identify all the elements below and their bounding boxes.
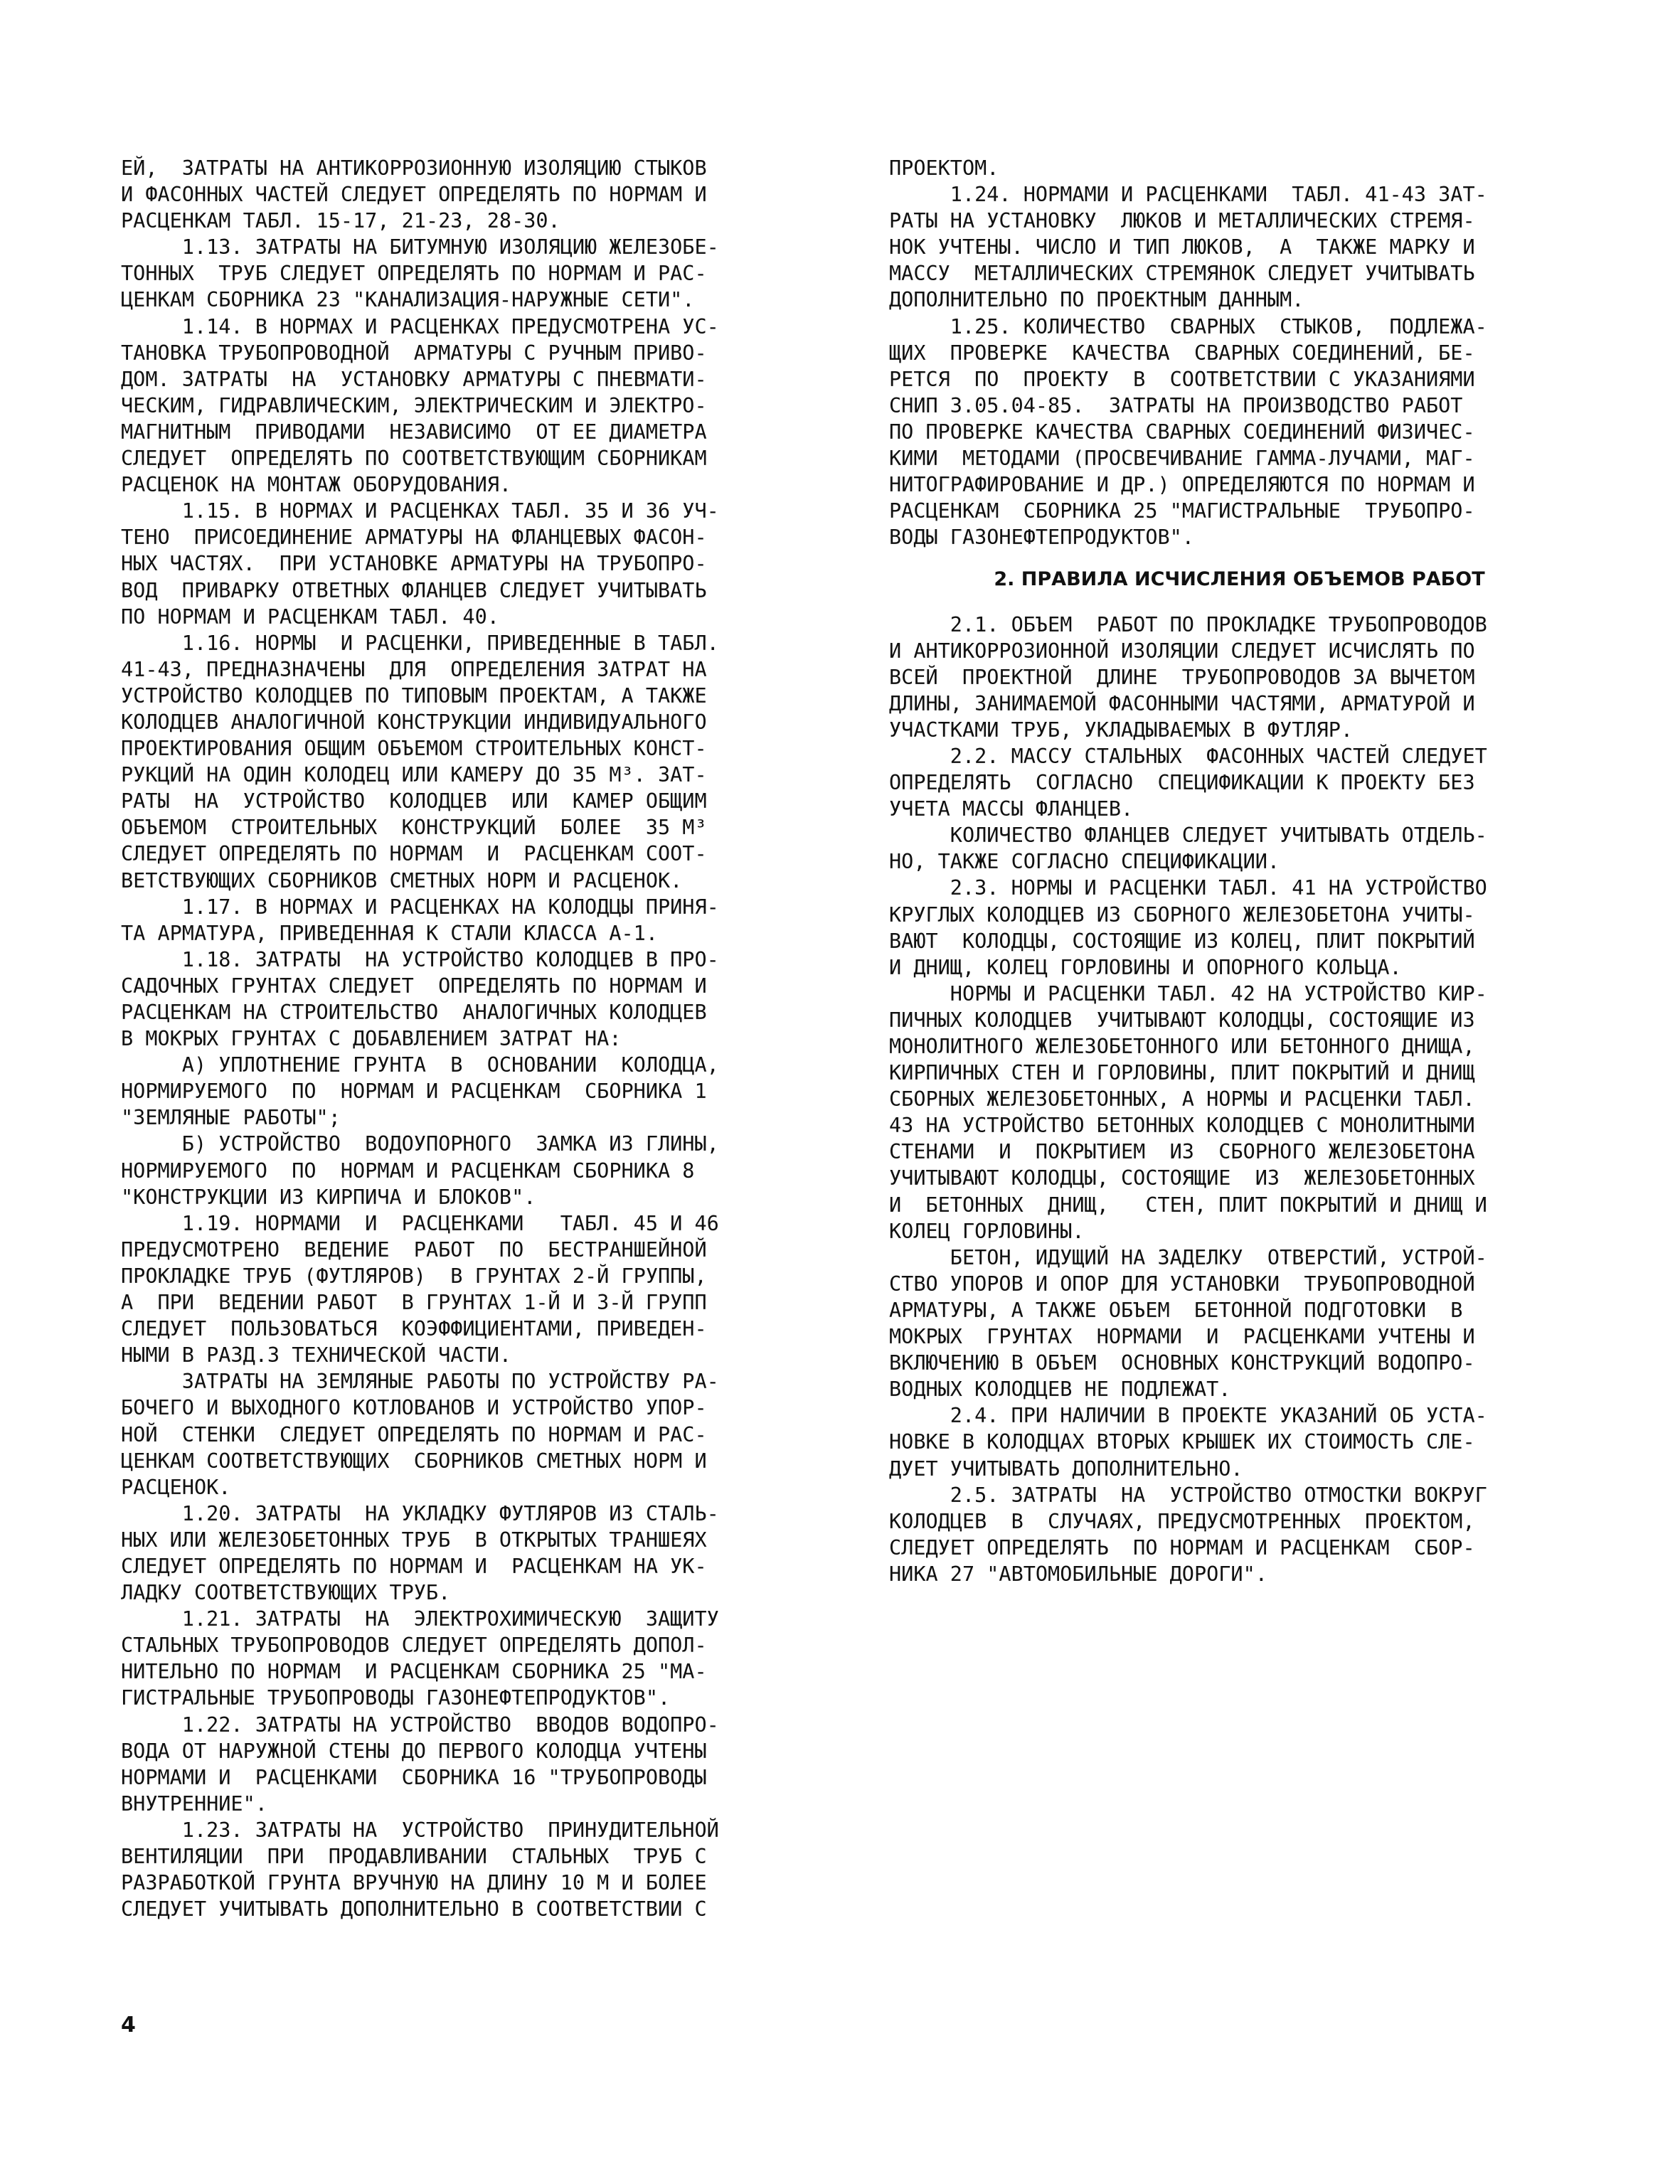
text-line: 1.25. КОЛИЧЕСТВО СВАРНЫХ СТЫКОВ, ПОДЛЕЖА- [889,314,1487,339]
right-column [889,155,1590,1587]
text-line: РАТЫ НА УСТРОЙСТВО КОЛОДЦЕВ ИЛИ КАМЕР ОБЩИМ [121,789,707,814]
text-line: КОЛОДЦЕВ В СЛУЧАЯХ, ПРЕДУСМОТРЕННЫХ ПРОЕКТОМ, [889,1509,1475,1533]
text-line: ПИЧНЫХ КОЛОДЦЕВ УЧИТЫВАЮТ КОЛОДЦЫ, СОСТОЯЩИЕ ИЗ [889,1008,1475,1032]
text-line: УЧЕТА МАССЫ ФЛАНЦЕВ. [889,797,1134,821]
text-line: ЩИХ ПРОВЕРКЕ КАЧЕСТВА СВАРНЫХ СОЕДИНЕНИЙ, БЕ- [889,341,1475,365]
text-line: ВЕТСТВУЮЩИХ СБОРНИКОВ СМЕТНЫХ НОРМ И РАСЦЕНОК. [121,868,683,893]
text-line: 1.17. В НОРМАХ И РАСЦЕНКАХ НА КОЛОДЦЫ ПРИНЯ- [121,895,719,919]
text-line: 1.20. ЗАТРАТЫ НА УКЛАДКУ ФУТЛЯРОВ ИЗ СТАЛЬ- [121,1501,719,1525]
text-line: НО, ТАКЖЕ СОГЛАСНО СПЕЦИФИКАЦИИ. [889,850,1280,874]
text-line: СЛЕДУЕТ ПОЛЬЗОВАТЬСЯ КОЭФФИЦИЕНТАМИ, ПРИВЕДЕН- [121,1317,707,1341]
text-line: УЧАСТКАМИ ТРУБ, УКЛАДЫВАЕМЫХ В ФУТЛЯР. [889,718,1354,742]
text-line: ЧЕСКИМ, ГИДРАВЛИЧЕСКИМ, ЭЛЕКТРИЧЕСКИМ И ЭЛЕКТРО- [121,393,707,417]
text-line: НОРМИРУЕМОГО ПО НОРМАМ И РАСЦЕНКАМ СБОРНИКА 8 [121,1158,695,1183]
right-column-top-text [889,155,1590,550]
text-line: СЛЕДУЕТ ОПРЕДЕЛЯТЬ ПО НОРМАМ И РАСЦЕНКАМ СБОР- [889,1535,1475,1560]
text-line: НОВКЕ В КОЛОДЦАХ ВТОРЫХ КРЫШЕК ИХ СТОИМОСТЬ СЛЕ- [889,1430,1475,1454]
text-line: КОЛЕЦ ГОРЛОВИНЫ. [889,1219,1085,1243]
text-line: ВСЕЙ ПРОЕКТНОЙ ДЛИНЕ ТРУБОПРОВОДОВ ЗА ВЫЧЕТОМ [889,665,1475,689]
text-line: НЫМИ В РАЗД.3 ТЕХНИЧЕСКОЙ ЧАСТИ. [121,1343,512,1368]
text-line: ВОД ПРИВАРКУ ОТВЕТНЫХ ФЛАНЦЕВ СЛЕДУЕТ УЧИТЫВАТЬ [121,578,707,602]
text-line: ЛАДКУ СООТВЕТСТВУЮЩИХ ТРУБ. [121,1581,451,1605]
text-line: 2.2. МАССУ СТАЛЬНЫХ ФАСОННЫХ ЧАСТЕЙ СЛЕДУЕТ [889,744,1487,768]
text-line: НОК УЧТЕНЫ. ЧИСЛО И ТИП ЛЮКОВ, А ТАКЖЕ МАРКУ И [889,235,1475,260]
text-line: ТЕНО ПРИСОЕДИНЕНИЕ АРМАТУРЫ НА ФЛАНЦЕВЫХ ФАСОН- [121,526,707,550]
text-line: НЫХ ИЛИ ЖЕЛЕЗОБЕТОННЫХ ТРУБ В ОТКРЫТЫХ ТРАНШЕЯХ [121,1528,707,1552]
text-line: РЕТСЯ ПО ПРОЕКТУ В СООТВЕТСТВИИ С УКАЗАНИЯМИ [889,367,1475,391]
text-line: 1.23. ЗАТРАТЫ НА УСТРОЙСТВО ПРИНУДИТЕЛЬНОЙ [121,1818,719,1842]
text-line: ВНУТРЕННИЕ". [121,1791,267,1816]
text-line: РАСЦЕНОК НА МОНТАЖ ОБОРУДОВАНИЯ. [121,473,512,497]
text-line: 41-43, ПРЕДНАЗНАЧЕНЫ ДЛЯ ОПРЕДЕЛЕНИЯ ЗАТРАТ НА [121,657,707,681]
text-line: ЦЕНКАМ СБОРНИКА 23 "КАНАЛИЗАЦИЯ-НАРУЖНЫЕ СЕТИ". [121,288,695,312]
text-line: ВОДА ОТ НАРУЖНОЙ СТЕНЫ ДО ПЕРВОГО КОЛОДЦА УЧТЕНЫ [121,1739,707,1763]
text-line: 2.1. ОБЪЕМ РАБОТ ПО ПРОКЛАДКЕ ТРУБОПРОВОДОВ [889,612,1487,636]
text-line: ВКЛЮЧЕНИЮ В ОБЪЕМ ОСНОВНЫХ КОНСТРУКЦИЙ ВОДОПРО- [889,1351,1475,1375]
text-line: СЛЕДУЕТ ОПРЕДЕЛЯТЬ ПО НОРМАМ И РАСЦЕНКАМ НА УК- [121,1554,707,1578]
text-line: КИМИ МЕТОДАМИ (ПРОСВЕЧИВАНИЕ ГАММА-ЛУЧАМИ, МАГ- [889,447,1475,471]
text-line: РАЗРАБОТКОЙ ГРУНТА ВРУЧНУЮ НА ДЛИНУ 10 М И БОЛЕЕ [121,1871,707,1895]
text-line: ОПРЕДЕЛЯТЬ СОГЛАСНО СПЕЦИФИКАЦИИ К ПРОЕКТУ БЕЗ [889,771,1475,795]
text-line: ДЛИНЫ, ЗАНИМАЕМОЙ ФАСОННЫМИ ЧАСТЯМИ, АРМАТУРОЙ И [889,691,1475,715]
text-line: СНИП 3.05.04-85. ЗАТРАТЫ НА ПРОИЗВОДСТВО РАБОТ [889,393,1463,417]
text-line: 1.22. ЗАТРАТЫ НА УСТРОЙСТВО ВВОДОВ ВОДОПРО- [121,1712,719,1737]
text-line: МОКРЫХ ГРУНТАХ НОРМАМИ И РАСЦЕНКАМИ УЧТЕНЫ И [889,1325,1475,1349]
text-line: НОРМИРУЕМОГО ПО НОРМАМ И РАСЦЕНКАМ СБОРНИКА 1 [121,1080,707,1104]
text-line: УЧИТЫВАЮТ КОЛОДЦЫ, СОСТОЯЩИЕ ИЗ ЖЕЛЕЗОБЕТОННЫХ [889,1166,1475,1190]
text-line: ЕЙ, ЗАТРАТЫ НА АНТИКОРРОЗИОННУЮ ИЗОЛЯЦИЮ СТЫКОВ [121,156,707,180]
text-line: 1.13. ЗАТРАТЫ НА БИТУМНУЮ ИЗОЛЯЦИЮ ЖЕЛЕЗОБЕ- [121,235,719,260]
text-line: 2.3. НОРМЫ И РАСЦЕНКИ ТАБЛ. 41 НА УСТРОЙСТВО [889,876,1487,900]
text-line: СТЕНАМИ И ПОКРЫТИЕМ ИЗ СБОРНОГО ЖЕЛЕЗОБЕТОНА [889,1140,1475,1164]
text-line: А ПРИ ВЕДЕНИИ РАБОТ В ГРУНТАХ 1-Й И 3-Й ГРУПП [121,1291,707,1315]
text-line: ВОДНЫХ КОЛОДЦЕВ НЕ ПОДЛЕЖАТ. [889,1378,1231,1402]
text-line: 1.16. НОРМЫ И РАСЦЕНКИ, ПРИВЕДЕННЫЕ В ТАБЛ. [121,631,719,655]
text-line: 2.4. ПРИ НАЛИЧИИ В ПРОЕКТЕ УКАЗАНИЙ ОБ УСТА- [889,1404,1487,1428]
text-line: ДОМ. ЗАТРАТЫ НА УСТАНОВКУ АРМАТУРЫ С ПНЕВМАТИ- [121,367,707,391]
text-line: СБОРНЫХ ЖЕЛЕЗОБЕТОННЫХ, А НОРМЫ И РАСЦЕНКИ ТАБЛ. [889,1087,1475,1112]
text-line: ТОННЫХ ТРУБ СЛЕДУЕТ ОПРЕДЕЛЯТЬ ПО НОРМАМ И РАС- [121,262,707,286]
text-line: САДОЧНЫХ ГРУНТАХ СЛЕДУЕТ ОПРЕДЕЛЯТЬ ПО НОРМАМ И [121,974,707,998]
text-line: 1.19. НОРМАМИ И РАСЦЕНКАМИ ТАБЛ. 45 И 46 [121,1211,719,1235]
text-line: ТА АРМАТУРА, ПРИВЕДЕННАЯ К СТАЛИ КЛАССА А-1. [121,921,658,945]
text-line: ДУЕТ УЧИТЫВАТЬ ДОПОЛНИТЕЛЬНО. [889,1456,1243,1481]
text-line: КОЛИЧЕСТВО ФЛАНЦЕВ СЛЕДУЕТ УЧИТЫВАТЬ ОТДЕЛЬ- [889,824,1487,848]
text-line: ГИСТРАЛЬНЫЕ ТРУБОПРОВОДЫ ГАЗОНЕФТЕПРОДУКТОВ". [121,1686,671,1710]
text-line: РАСЦЕНКАМ ТАБЛ. 15-17, 21-23, 28-30. [121,209,560,233]
text-line: ВОДЫ ГАЗОНЕФТЕПРОДУКТОВ". [889,526,1194,550]
text-line: Б) УСТРОЙСТВО ВОДОУПОРНОГО ЗАМКА ИЗ ГЛИНЫ, [121,1132,719,1156]
text-line: МОНОЛИТНОГО ЖЕЛЕЗОБЕТОННОГО ИЛИ БЕТОННОГО ДНИЩА, [889,1035,1475,1058]
text-line: НОРМАМИ И РАСЦЕНКАМИ СБОРНИКА 16 "ТРУБОПРОВОДЫ [121,1765,707,1789]
text-line: РАСЦЕНОК. [121,1475,231,1499]
text-line: 1.24. НОРМАМИ И РАСЦЕНКАМИ ТАБЛ. 41-43 ЗАТ- [889,183,1487,207]
text-line: АРМАТУРЫ, А ТАКЖЕ ОБЪЕМ БЕТОННОЙ ПОДГОТОВКИ В [889,1298,1463,1322]
page-number: 4 [121,2013,136,2037]
text-line: БЕТОН, ИДУЩИЙ НА ЗАДЕЛКУ ОТВЕРСТИЙ, УСТРОЙ- [889,1245,1487,1269]
text-line: В МОКРЫХ ГРУНТАХ С ДОБАВЛЕНИЕМ ЗАТРАТ НА: [121,1027,622,1051]
text-line: И АНТИКОРРОЗИОННОЙ ИЗОЛЯЦИИ СЛЕДУЕТ ИСЧИСЛЯТЬ ПО [889,639,1475,663]
text-line: НЫХ ЧАСТЯХ. ПРИ УСТАНОВКЕ АРМАТУРЫ НА ТРУБОПРО- [121,552,707,576]
left-column [121,155,811,1922]
text-line: ВЕНТИЛЯЦИИ ПРИ ПРОДАВЛИВАНИИ СТАЛЬНЫХ ТРУБ С [121,1845,707,1868]
text-line: КОЛОДЦЕВ АНАЛОГИЧНОЙ КОНСТРУКЦИИ ИНДИВИДУАЛЬНОГО [121,710,707,734]
text-line: 1.14. В НОРМАХ И РАСЦЕНКАХ ПРЕДУСМОТРЕНА УС- [121,314,719,339]
text-line: И ФАСОННЫХ ЧАСТЕЙ СЛЕДУЕТ ОПРЕДЕЛЯТЬ ПО НОРМАМ И [121,183,707,207]
text-line: 2.5. ЗАТРАТЫ НА УСТРОЙСТВО ОТМОСТКИ ВОКРУГ [889,1483,1487,1507]
text-line: КРУГЛЫХ КОЛОДЦЕВ ИЗ СБОРНОГО ЖЕЛЕЗОБЕТОНА УЧИТЫ- [889,902,1475,927]
text-line: ЦЕНКАМ СООТВЕТСТВУЮЩИХ СБОРНИКОВ СМЕТНЫХ НОРМ И [121,1449,707,1473]
text-line: НОЙ СТЕНКИ СЛЕДУЕТ ОПРЕДЕЛЯТЬ ПО НОРМАМ И РАС- [121,1422,707,1447]
text-line: ПРОЕКТОМ. [889,156,999,180]
text-line: БОЧЕГО И ВЫХОДНОГО КОТЛОВАНОВ И УСТРОЙСТВО УПОР- [121,1396,707,1420]
text-line: 1.15. В НОРМАХ И РАСЦЕНКАХ ТАБЛ. 35 И 36 УЧ- [121,499,719,523]
text-line: 1.21. ЗАТРАТЫ НА ЭЛЕКТРОХИМИЧЕСКУЮ ЗАЩИТУ [121,1607,719,1631]
text-line: НИТОГРАФИРОВАНИЕ И ДР.) ОПРЕДЕЛЯЮТСЯ ПО НОРМАМ И [889,473,1475,497]
text-line: РАТЫ НА УСТАНОВКУ ЛЮКОВ И МЕТАЛЛИЧЕСКИХ СТРЕМЯ- [889,209,1475,233]
text-line: ПО ПРОВЕРКЕ КАЧЕСТВА СВАРНЫХ СОЕДИНЕНИЙ ФИЗИЧЕС- [889,420,1475,444]
text-line: МАССУ МЕТАЛЛИЧЕСКИХ СТРЕМЯНОК СЛЕДУЕТ УЧИТЫВАТЬ [889,262,1475,286]
text-line: СЛЕДУЕТ УЧИТЫВАТЬ ДОПОЛНИТЕЛЬНО В СООТВЕТСТВИИ С [121,1897,707,1922]
text-line: ДОПОЛНИТЕЛЬНО ПО ПРОЕКТНЫМ ДАННЫМ. [889,288,1304,312]
text-line: А) УПЛОТНЕНИЕ ГРУНТА В ОСНОВАНИИ КОЛОДЦА, [121,1053,719,1077]
text-line: РАСЦЕНКАМ НА СТРОИТЕЛЬСТВО АНАЛОГИЧНЫХ КОЛОДЦЕВ [121,1001,707,1024]
text-line: СТВО УПОРОВ И ОПОР ДЛЯ УСТАНОВКИ ТРУБОПРОВОДНОЙ [889,1272,1475,1296]
text-line: НИТЕЛЬНО ПО НОРМАМ И РАСЦЕНКАМ СБОРНИКА 25 "МА- [121,1660,707,1684]
text-line: ПРЕДУСМОТРЕНО ВЕДЕНИЕ РАБОТ ПО БЕСТРАНШЕЙНОЙ [121,1237,707,1262]
text-line: КИРПИЧНЫХ СТЕН И ГОРЛОВИНЫ, ПЛИТ ПОКРЫТИЙ И ДНИЩ [889,1061,1475,1085]
text-line: МАГНИТНЫМ ПРИВОДАМИ НЕЗАВИСИМО ОТ ЕЕ ДИАМЕТРА [121,420,707,444]
text-line: "КОНСТРУКЦИИ ИЗ КИРПИЧА И БЛОКОВ". [121,1185,536,1209]
text-line: 1.18. ЗАТРАТЫ НА УСТРОЙСТВО КОЛОДЦЕВ В ПРО- [121,947,719,971]
text-line: ПО НОРМАМ И РАСЦЕНКАМ ТАБЛ. 40. [121,604,499,629]
right-column-bottom-text [889,612,1590,1587]
text-line: НОРМЫ И РАСЦЕНКИ ТАБЛ. 42 НА УСТРОЙСТВО КИР- [889,981,1487,1006]
text-line: РАСЦЕНКАМ СБОРНИКА 25 "МАГИСТРАЛЬНЫЕ ТРУБОПРО- [889,499,1475,523]
text-line: ПРОЕКТИРОВАНИЯ ОБЩИМ ОБЪЕМОМ СТРОИТЕЛЬНЫХ КОНСТ- [121,737,707,761]
text-line: ПРОКЛАДКЕ ТРУБ (ФУТЛЯРОВ) В ГРУНТАХ 2-Й ГРУППЫ, [121,1264,707,1288]
text-line: 43 НА УСТРОЙСТВО БЕТОННЫХ КОЛОДЦЕВ С МОНОЛИТНЫМИ [889,1114,1475,1138]
text-line: "ЗЕМЛЯНЫЕ РАБОТЫ"; [121,1106,341,1130]
text-line: СЛЕДУЕТ ОПРЕДЕЛЯТЬ ПО НОРМАМ И РАСЦЕНКАМ СООТ- [121,842,707,866]
text-line: СТАЛЬНЫХ ТРУБОПРОВОДОВ СЛЕДУЕТ ОПРЕДЕЛЯТЬ ДОПОЛ- [121,1634,707,1658]
text-line: И БЕТОННЫХ ДНИЩ, СТЕН, ПЛИТ ПОКРЫТИЙ И ДНИЩ И [889,1193,1487,1217]
text-line: ВАЮТ КОЛОДЦЫ, СОСТОЯЩИЕ ИЗ КОЛЕЦ, ПЛИТ ПОКРЫТИЙ [889,929,1475,953]
text-line: РУКЦИЙ НА ОДИН КОЛОДЕЦ ИЛИ КАМЕРУ ДО 35 М³. ЗАТ- [121,763,707,787]
text-line: УСТРОЙСТВО КОЛОДЦЕВ ПО ТИПОВЫМ ПРОЕКТАМ, А ТАКЖЕ [121,683,707,708]
text-line: ОБЪЕМОМ СТРОИТЕЛЬНЫХ КОНСТРУКЦИЙ БОЛЕЕ 35 М³ [121,816,707,840]
text-line: ЗАТРАТЫ НА ЗЕМЛЯНЫЕ РАБОТЫ ПО УСТРОЙСТВУ РА- [121,1370,719,1394]
text-line: И ДНИЩ, КОЛЕЦ ГОРЛОВИНЫ И ОПОРНОГО КОЛЬЦА. [889,955,1402,979]
text-line: СЛЕДУЕТ ОПРЕДЕЛЯТЬ ПО СООТВЕТСТВУЮЩИМ СБОРНИКАМ [121,447,707,471]
text-line: ТАНОВКА ТРУБОПРОВОДНОЙ АРМАТУРЫ С РУЧНЫМ ПРИВО- [121,341,707,365]
text-line: НИКА 27 "АВТОМОБИЛЬНЫЕ ДОРОГИ". [889,1562,1267,1586]
section-heading: 2. ПРАВИЛА ИСЧИСЛЕНИЯ ОБЪЕМОВ РАБОТ [994,568,1485,591]
